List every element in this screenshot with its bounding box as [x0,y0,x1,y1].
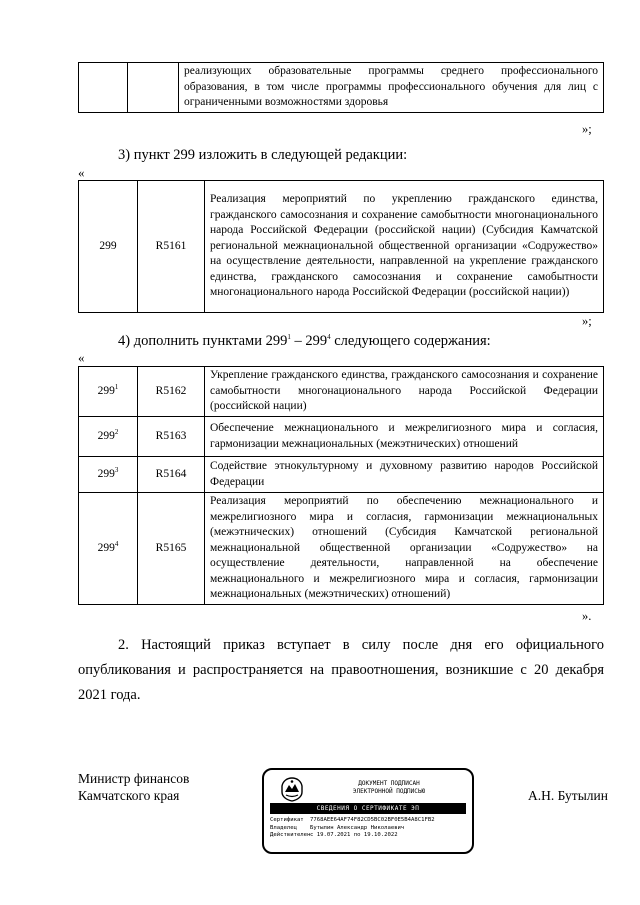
table-cell-code: R5161 [138,181,205,313]
table-cell-code [128,63,179,113]
stamp-owner-label: Владелец [270,824,297,831]
row-num: 299 [97,429,115,442]
table-item3 [78,180,604,313]
item4-text-after: следующего содержания: [330,333,491,349]
stamp-header [334,780,444,796]
stamp-owner-value: Бутылин Александр Николаевич [310,824,405,831]
signature-name: А.Н. Бутылин [528,788,608,803]
stamp-cert-row [270,817,435,825]
stamp-cert-value: 7768AEE64AF74F82CD5BC02BF0E5B4A8C1FB2 [310,817,435,823]
item4-text-before: 4) дополнить пунктами 299 [118,333,288,349]
row-num-sup: 2 [114,427,119,436]
table-row [79,457,604,493]
table-row [79,493,604,605]
signature-position [78,770,189,804]
table-cell-text: Содействие этнокультурному и духовному развитию народов Российской Федерации [205,457,604,493]
table-cell-num [79,457,138,493]
stamp-details [270,817,435,840]
row-num: 299 [97,467,115,480]
table-cell-text: Реализация мероприятий по обеспечению межнационального и межрелигиозного мира и согласия, гармонизации межнациональных (межэтнических) отношений (Субсидия Камчатской региональной межнациональной общественной организации «Содружество» на осуществление деятельности, направленной на обеспечение межнационального и межрелигиозного мира и согласия, гармонизации межнациональных (межэтнических) отношений) [205,493,604,605]
item4-heading [118,331,491,352]
table-cell-num [79,63,128,113]
table-row [79,181,604,313]
stamp-owner-row [270,825,435,833]
stamp-valid-label: Действителен [270,832,311,838]
row-num-sup: 1 [114,382,119,391]
stamp-header-line1: ДОКУМЕНТ ПОДПИСАН [358,780,420,787]
table-cell-text: Укрепление гражданского единства, гражданского самосознания и сохранение самобытности многонационального народа Российской Федерации (российской нации) [205,367,604,417]
table-cell-code: R5162 [138,367,205,417]
table-cell-num [79,367,138,417]
table-cell-text: реализующих образовательные программы среднего профессионального образования, в том числе программы профессионального обучения для лиц с ограниченными возможностями здоровья [179,63,604,113]
signature-position-line1: Министр финансов [78,771,190,786]
stamp-valid-value: с 19.07.2021 по 19.10.2022 [310,832,398,838]
item4-sup-b: 4 [327,333,331,342]
table-cell-num [79,417,138,457]
table-cell-code: R5165 [138,493,205,605]
closing-quote: »; [582,314,592,328]
table-continuation [78,62,604,113]
paragraph-2: 2. Настоящий приказ вступает в силу после дня его официального опубликования и распространяется на правоотношения, возникшие с 20 декабря 2021 года. [78,637,604,703]
item4-text-mid: – 299 [290,333,328,349]
coat-of-arms-icon [278,776,306,802]
row-num: 299 [97,541,115,554]
open-quote: « [78,165,85,180]
table-cell-num [79,493,138,605]
item3-heading: 3) пункт 299 изложить в следующей редакции: [118,147,408,163]
table-row [79,63,604,113]
table-cell-text: Обеспечение межнационального и межрелигиозного мира и согласия, гармонизации межнациональных (межэтнических) отношений [205,417,604,457]
stamp-bar: СВЕДЕНИЯ О СЕРТИФИКАТЕ ЭП [270,803,466,814]
table-row [79,367,604,417]
row-num-sup: 4 [114,539,119,548]
table-cell-code: R5164 [138,457,205,493]
closing-quote: »; [582,122,592,136]
table-item4 [78,366,604,605]
stamp-valid-row [270,832,435,840]
stamp-header-line2: ЭЛЕКТРОННОЙ ПОДПИСЬЮ [352,788,426,795]
signature-position-line2: Камчатского края [78,788,180,803]
row-num: 299 [97,384,115,397]
closing-quote: ». [582,609,592,623]
table-row [79,417,604,457]
table-cell-text: Реализация мероприятий по укреплению гражданского единства, гражданского самосознания и сохранение самобытности многонационального народа Российской Федерации (российской нации) (Субсидия Камчатской региональной межнациональной общественной организации «Содружество» на осуществление деятельности, направленной на укрепление гражданского единства, гражданского самосознания и сохранение самобытности многонационального народа Российской Федерации (российской нации)) [205,181,604,313]
electronic-signature-stamp [262,768,474,854]
item4-sup-a: 1 [287,333,291,342]
open-quote: « [78,350,85,365]
table-cell-code: R5163 [138,417,205,457]
stamp-cert-label: Сертификат [270,817,304,823]
table-cell-num: 299 [79,181,138,313]
row-num-sup: 3 [114,465,119,474]
